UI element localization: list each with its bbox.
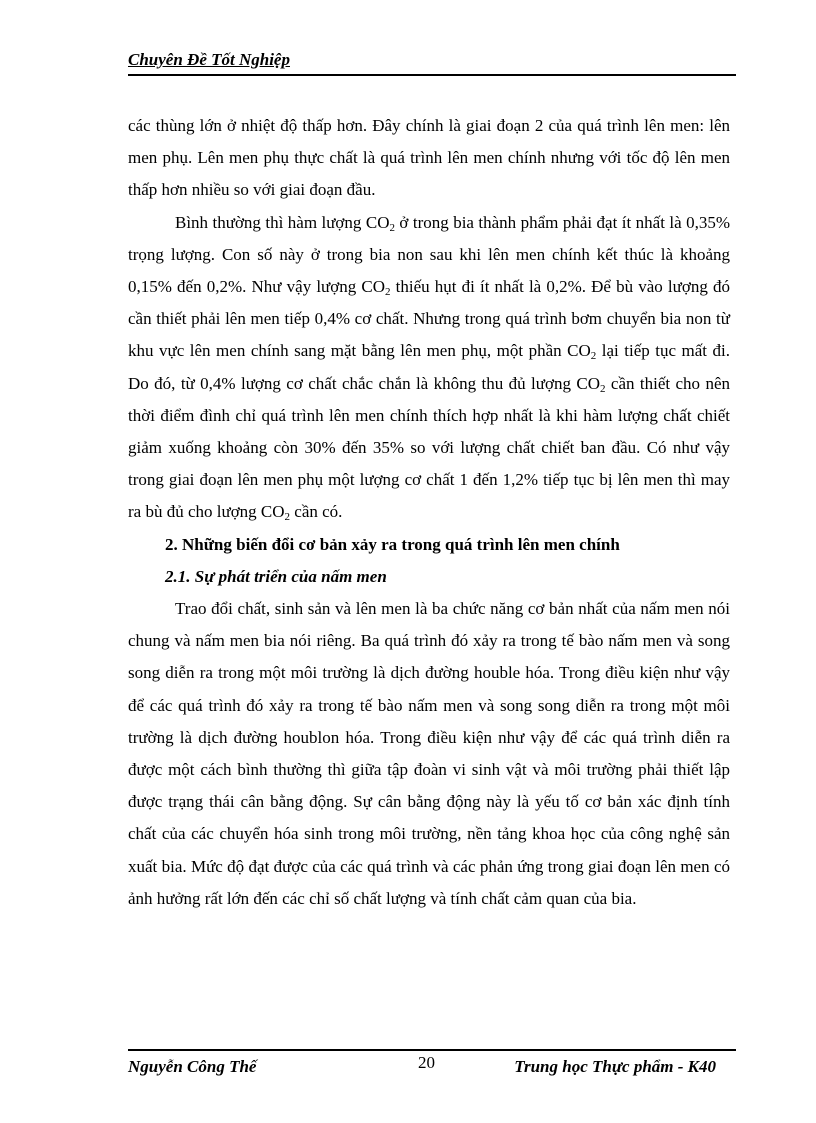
page-header [128, 48, 736, 76]
paragraph-1: các thùng lớn ở nhiệt độ thấp hơn. Đây chính là giai đoạn 2 của quá trình lên men: lên men phụ. Lên men phụ thực chất là quá trình lên men chính nhưng với tốc độ lên men thấp hơn nhiều so với giai đoạn đầu. [128, 116, 730, 200]
paragraph-2-part-6: cần có. [290, 502, 343, 522]
paragraph-2 [128, 207, 730, 529]
subscript-2: 2 [600, 382, 606, 395]
footer-author: Nguyễn Công Thế [128, 1057, 257, 1076]
paragraph-2-part-4: lại tiếp tục mất đi. Do đó, từ 0,4% lượng cơ chất chắc chắn là không thu đủ lượng CO [128, 341, 730, 393]
subscript-2: 2 [590, 350, 597, 363]
subscript-2: 2 [385, 286, 391, 299]
section-heading: 2. Những biến đổi cơ bản xảy ra trong quá trình lên men chính [165, 534, 620, 554]
footer-school: Trung học Thực phẩm - K40 [514, 1057, 716, 1076]
subscript-2: 2 [389, 221, 395, 234]
header-title: Chuyên Đề Tốt Nghiệp [128, 50, 290, 69]
subsection-heading: 2.1. Sự phát triển của nấm men [165, 566, 387, 586]
paragraph-2-part-2: ở trong bia thành phẩm phải đạt ít nhất là 0,35% trọng lượng. Con số này ở trong bia non sau khi lên men chính kết thúc là khoảng 0,15% đến 0,2%. Như vậy lượng CO [128, 212, 730, 297]
page-content [128, 110, 730, 915]
page-number: 20 [418, 1053, 435, 1072]
paragraph-2-part-5: cần thiết cho nên thời điểm đình chỉ quá trình lên men chính thích hợp nhất là khi hàm lượng chất chiết giảm xuống khoảng còn 30% đến 35% so với lượng chất chiết ban đầu. Có như vậy trong giai đoạn lên men phụ một lượng cơ chất 1 đến 1,2% tiếp tục bị lên men thì may ra bù đủ cho lượng CO [128, 373, 730, 522]
paragraph-3: Trao đổi chất, sinh sản và lên men là ba chức năng cơ bản nhất của nấm men nói chung và nấm men bia nói riêng. Ba quá trình đó xảy ra trong tế bào nấm men và song song diễn ra trong một môi trường là dịch đường houble hóa. Trong điều kiện như vậy để các quá trình đó xảy ra trong tế bào nấm men và song song diễn ra trong một môi trường là dịch đường houblon hóa. Trong điều kiện như vậy để các quá trình diễn ra được một cách bình thường thì giữa tập đoàn vi sinh vật và môi trường phải thiết lập được trạng thái cân bằng động. Sự cân bằng động này là yếu tố cơ bản xác định tính chất của các chuyển hóa sinh trong môi trường, nền tảng khoa học của công nghệ sản xuất bia. Mức độ đạt được của các quá trình và các phản ứng trong giai đoạn lên men có ảnh hưởng rất lớn đến các chỉ số chất lượng và tính chất cảm quan của bia. [128, 599, 730, 908]
paragraph-2-part-1: Bình thường thì hàm lượng CO [175, 212, 390, 232]
subscript-2: 2 [284, 511, 291, 524]
paragraph-2-part-3: thiếu hụt đi ít nhất là 0,2%. Để bù vào lượng đó cần thiết phải lên men tiếp 0,4% cơ chất. Nhưng trong quá trình bơm chuyển bia non từ khu vực lên men chính sang mặt bằng lên men phụ, một phần CO [128, 277, 730, 361]
page-footer [128, 1049, 736, 1091]
